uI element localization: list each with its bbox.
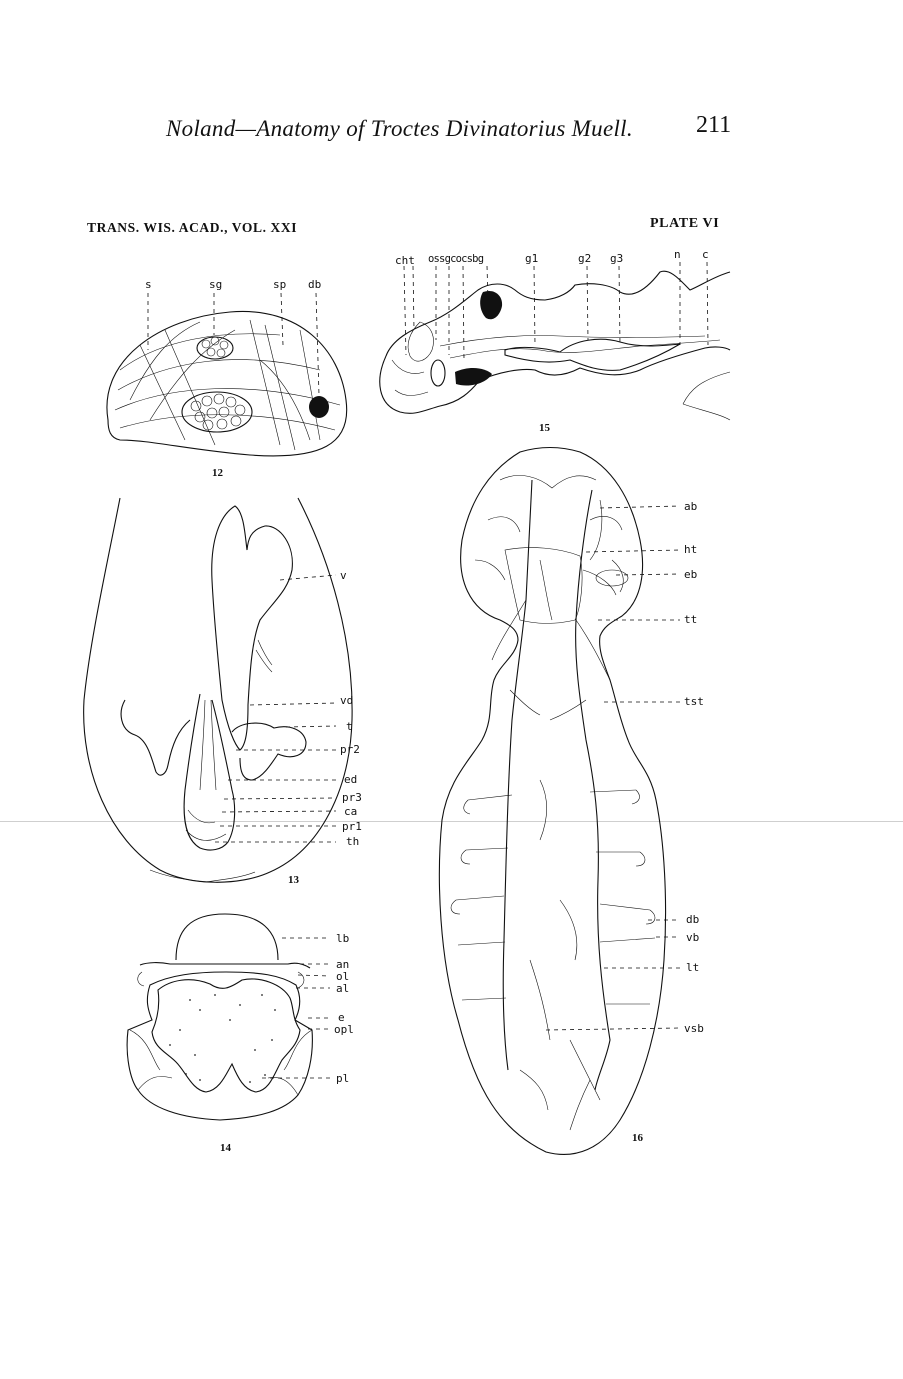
- fig13-label-ed: ed: [344, 773, 358, 786]
- fig13-label-th: th: [346, 835, 360, 848]
- fig14-label-an: an: [336, 958, 350, 971]
- fig13-label-pr3: pr3: [342, 791, 362, 804]
- fig13-label-t: t: [346, 720, 353, 733]
- figure-16: [439, 448, 703, 1155]
- fig12-number: 12: [212, 467, 223, 479]
- fig15-label-g3: g3: [610, 252, 624, 265]
- fig12-label-sp: sp: [273, 278, 287, 291]
- fig13-label-pr1: pr1: [342, 820, 362, 833]
- fig14-label-lb: lb: [336, 932, 350, 945]
- figure-14: [127, 914, 354, 1154]
- fig14-label-al: al: [336, 982, 350, 995]
- fig16-label-vb: vb: [686, 931, 700, 944]
- fig14-label-opl: opl: [334, 1023, 354, 1036]
- fig15-label-cht: cht: [395, 254, 415, 267]
- fig13-label-vd: vd: [340, 694, 354, 707]
- fig16-label-eb: eb: [684, 568, 698, 581]
- fig15-label-n: n: [674, 248, 681, 261]
- fig13-label-v: v: [340, 569, 347, 582]
- fig16-label-ht: ht: [684, 543, 698, 556]
- fig15-number: 15: [539, 422, 550, 434]
- figure-12: [107, 278, 347, 479]
- figure-15: [380, 248, 730, 434]
- fig15-label-g1: g1: [525, 252, 539, 265]
- fig12-label-db: db: [308, 278, 322, 291]
- fig14-label-e: e: [338, 1011, 345, 1024]
- fig14-label-pl: pl: [336, 1072, 350, 1085]
- fig15-label-g2: g2: [578, 252, 592, 265]
- fig15-label-ossgcocsbg: ossgcocsbg: [428, 253, 484, 265]
- fig14-label-ol: ol: [336, 970, 350, 983]
- fig16-label-ab: ab: [684, 500, 698, 513]
- fig16-label-tst: tst: [684, 695, 704, 708]
- fig15-label-c: c: [702, 248, 709, 261]
- fig13-label-pr2: pr2: [340, 743, 360, 756]
- fig16-label-db: db: [686, 913, 700, 926]
- fig16-label-vsb: vsb: [684, 1022, 704, 1035]
- figure-13: [84, 498, 362, 886]
- fig16-label-tt: tt: [684, 613, 698, 626]
- running-title: Noland—Anatomy of Troctes Divinatorius Muell.: [166, 116, 633, 141]
- plate-label: PLATE VI: [650, 216, 720, 231]
- fig16-label-lt: lt: [686, 961, 700, 974]
- fig13-number: 13: [288, 874, 299, 886]
- fig16-number: 16: [632, 1132, 643, 1144]
- fig12-label-s: s: [145, 278, 152, 291]
- journal-header: TRANS. WIS. ACAD., VOL. XXI: [87, 220, 298, 235]
- fig13-label-ca: ca: [344, 805, 358, 818]
- fig12-label-sg: sg: [209, 278, 223, 291]
- page-number: 211: [696, 112, 732, 138]
- fig14-number: 14: [220, 1142, 231, 1154]
